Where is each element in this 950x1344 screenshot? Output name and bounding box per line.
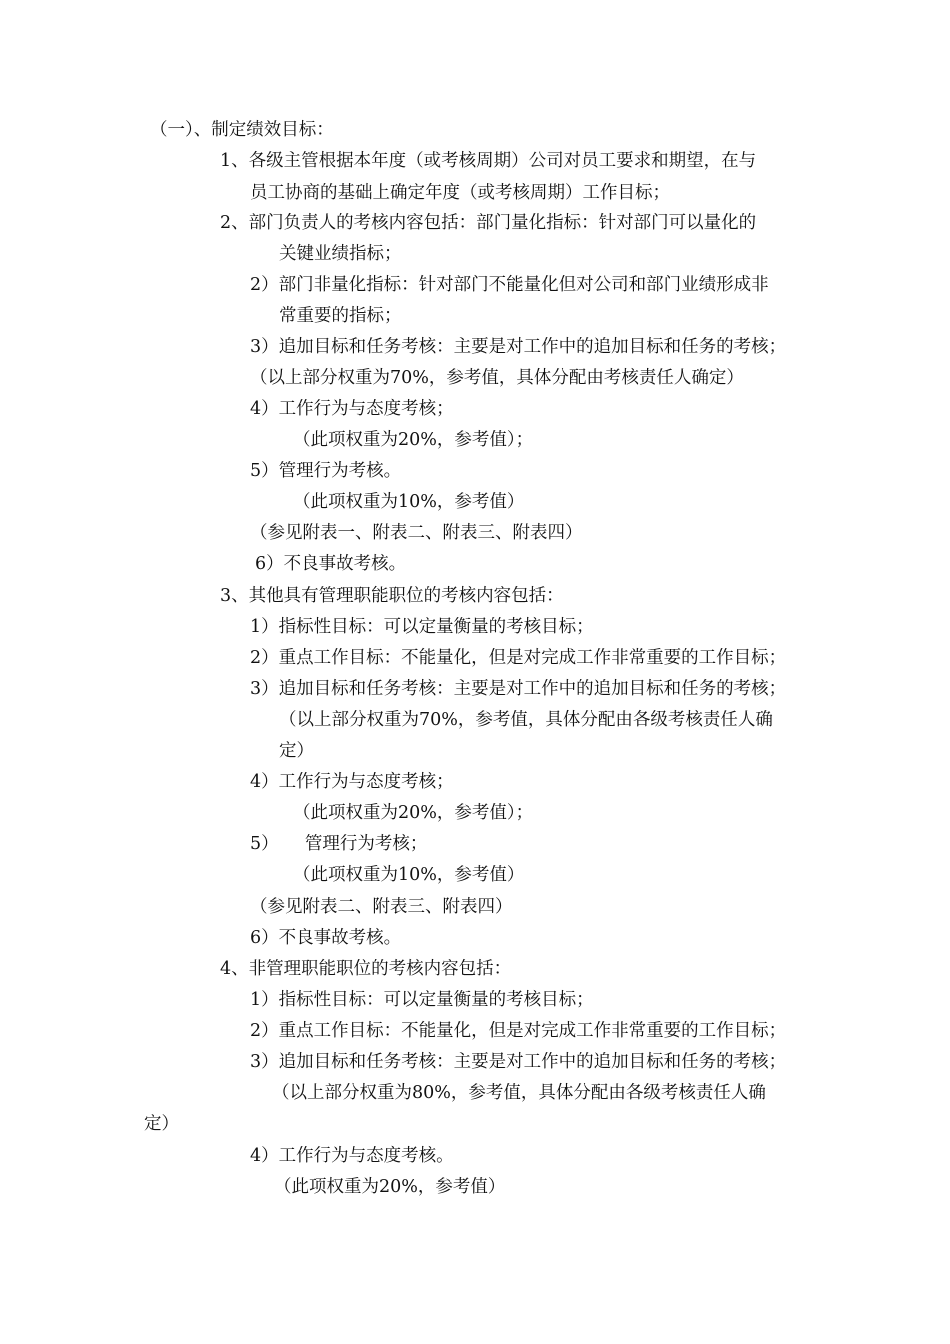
item-2-appendix-ref: （参见附表一、附表二、附表三、附表四） xyxy=(250,523,583,543)
item-4-sub-4: 4）工作行为与态度考核。 xyxy=(250,1146,454,1166)
item-4-weight-note: （以上部分权重为80%，参考值，具体分配由各级考核责任人确 xyxy=(272,1083,766,1103)
item-2-sub-5-weight: （此项权重为10%，参考值） xyxy=(293,492,525,512)
item-4-sub-4-weight: （此项权重为20%，参考值） xyxy=(274,1177,506,1197)
item-3-sub-3: 3）追加目标和任务考核：主要是对工作中的追加目标和任务的考核； xyxy=(250,679,787,699)
item-1: 1、各级主管根据本年度（或考核周期）公司对员工要求和期望，在与 xyxy=(220,151,757,171)
item-3-appendix-ref: （参见附表二、附表三、附表四） xyxy=(250,897,513,917)
item-3-sub-5-weight: （此项权重为10%，参考值） xyxy=(293,865,525,885)
item-2-sub-6: 6）不良事故考核。 xyxy=(255,554,407,574)
item-2-sub-2: 2）部门非量化指标：针对部门不能量化但对公司和部门业绩形成非 xyxy=(250,275,769,295)
item-2-weight-note: （以上部分权重为70%，参考值，具体分配由考核责任人确定） xyxy=(250,368,744,388)
item-4-sub-3: 3）追加目标和任务考核：主要是对工作中的追加目标和任务的考核； xyxy=(250,1052,787,1072)
item-3-sub-4: 4）工作行为与态度考核； xyxy=(250,772,454,792)
section-heading: （一）、制定绩效目标： xyxy=(150,120,334,140)
item-2: 2、部门负责人的考核内容包括：部门量化指标：针对部门可以量化的 xyxy=(220,213,757,233)
item-4-sub-2: 2）重点工作目标：不能量化，但是对完成工作非常重要的工作目标； xyxy=(250,1021,787,1041)
item-3-sub-1: 1）指标性目标：可以定量衡量的考核目标； xyxy=(250,617,594,637)
item-2-sub-3: 3）追加目标和任务考核：主要是对工作中的追加目标和任务的考核； xyxy=(250,337,787,357)
item-3-sub-2: 2）重点工作目标：不能量化，但是对完成工作非常重要的工作目标； xyxy=(250,648,787,668)
item-3-weight-note: （以上部分权重为70%，参考值，具体分配由各级考核责任人确 xyxy=(279,710,773,730)
item-3: 3、其他具有管理职能职位的考核内容包括： xyxy=(220,586,564,606)
item-3-sub-5: 5） 管理行为考核； xyxy=(250,834,428,854)
item-1-cont: 员工协商的基础上确定年度（或考核周期）工作目标； xyxy=(250,183,670,203)
item-2-sub-4: 4）工作行为与态度考核； xyxy=(250,399,454,419)
item-4: 4、非管理职能职位的考核内容包括： xyxy=(220,959,512,979)
item-2-sub-2-cont: 常重要的指标； xyxy=(279,306,402,326)
item-4-sub-1: 1）指标性目标：可以定量衡量的考核目标； xyxy=(250,990,594,1010)
item-3-weight-note-cont: 定） xyxy=(279,741,314,761)
item-4-weight-note-cont: 定） xyxy=(144,1114,179,1134)
item-2-sub-5: 5）管理行为考核。 xyxy=(250,461,402,481)
item-2-cont: 关键业绩指标； xyxy=(279,244,402,264)
item-3-sub-6: 6）不良事故考核。 xyxy=(250,928,402,948)
item-2-sub-4-weight: （此项权重为20%，参考值）； xyxy=(293,430,534,450)
item-3-sub-4-weight: （此项权重为20%，参考值）； xyxy=(293,803,534,823)
